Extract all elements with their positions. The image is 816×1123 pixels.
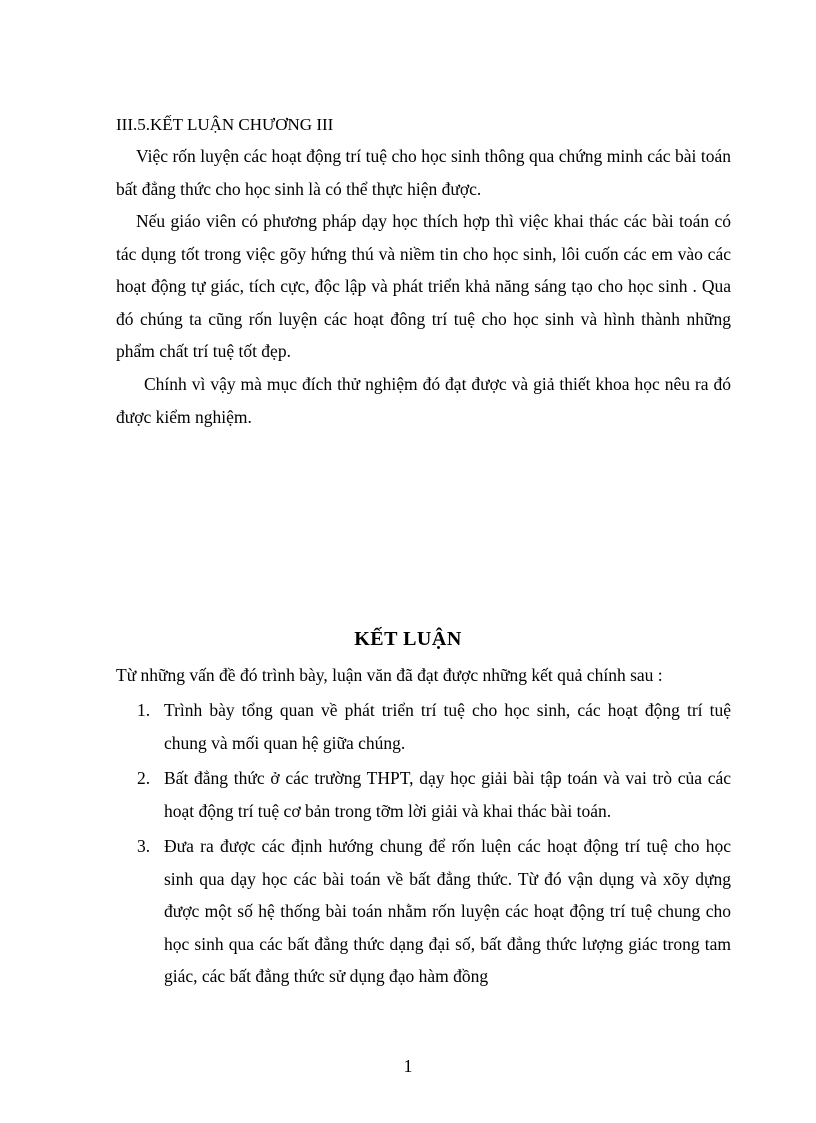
section-paragraph: Việc rốn luyện các hoạt động trí tuệ cho học sinh thông qua chứng minh các bài toán bất đẳng thức cho học sinh là có thể thực hiện được. [116,146,731,199]
list-item-number: 2. [137,768,151,788]
section-paragraph: Chính vì vậy mà mục đích thử nghiệm đó đạt được và giả thiết khoa học nêu ra đó được kiểm nghiệm. [116,374,731,427]
results-list [116,694,731,996]
section-paragraph: Nếu giáo viên có phương pháp dạy học thích hợp thì việc khai thác các bài toán có tác dụng tốt trong việc gõy hứng thú và niềm tin cho học sinh, lôi cuốn các em vào các hoạt động tự giác, tích cực, độc lập và phát triển khả năng sáng tạo cho học sinh . Qua đó chúng ta cũng rốn luyện các hoạt đông trí tuệ cho học sinh và hình thành những phẩm chất trí tuệ tốt đẹp. [116,211,731,361]
list-item-number: 3. [137,836,151,856]
conclusion-title: KẾT LUẬN [354,628,462,650]
list-item-text: Đưa ra được các định hướng chung để rốn luện các hoạt động trí tuệ cho học sinh qua dạy học các bài toán về bất đẳng thức. Từ đó vận dụng và xõy dựng được một số hệ thống bài toán nhằm rốn luyện các hoạt động trí tuệ chung cho học sinh qua các bất đẳng thức dạng đại số, bất đẳng thức lượng giác trong tam giác, các bất đẳng thức sử dụng đạo hàm đồng [164,836,731,986]
list-item-number: 1. [137,700,151,720]
list-item-text: Trình bày tổng quan về phát triển trí tuệ cho học sinh, các hoạt động trí tuệ chung và mối quan hệ giữa chúng. [164,700,731,753]
page-number: 1 [403,1056,413,1076]
conclusion-intro: Từ những vấn đề đó trình bày, luận văn đã đạt được những kết quả chính sau : [116,665,663,685]
section-heading: III.5.KẾT LUẬN CHƯƠNG III [116,115,334,134]
list-item [116,694,731,759]
list-item-text: Bất đẳng thức ở các trường THPT, dạy học giải bài tập toán và vai trò của các hoạt động trí tuệ cơ bản trong tỡm lời giải và khai thác bài toán. [164,768,731,821]
list-item [116,830,731,993]
list-item [116,762,731,827]
